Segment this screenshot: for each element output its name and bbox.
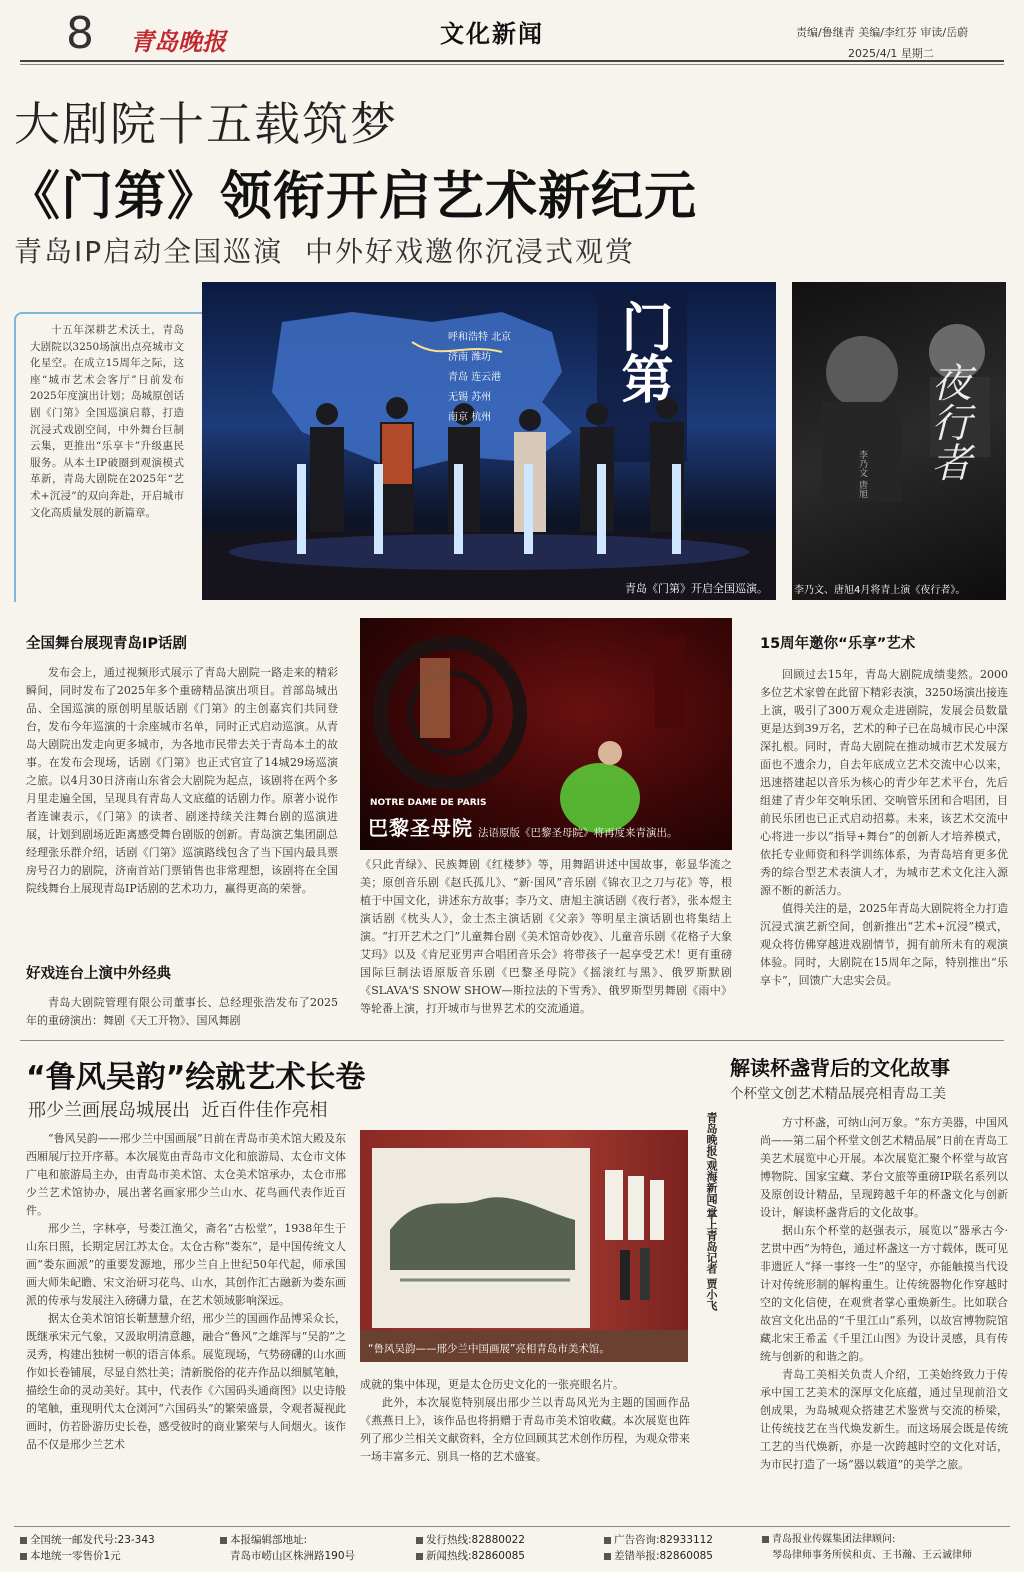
map-city: 青岛 — [448, 372, 468, 383]
footer-price: 本地统一零售价1元 — [30, 1550, 121, 1562]
notre-dame-photo — [360, 618, 732, 850]
footer-legal-value: 琴岛律师事务所侯和贞、王书瀚、王云诚律师 — [772, 1550, 972, 1561]
footer-ads — [604, 1532, 713, 1564]
painting-exhibition-graphic — [360, 1130, 688, 1362]
story2-paragraph-4: 成就的集中体现，更是太仓历史文化的一张亮眼名片。 — [360, 1378, 624, 1391]
header-divider-thin — [20, 64, 1004, 65]
section-title-classics: 好戏连台上演中外经典 — [26, 966, 171, 982]
painting-exhibition-photo — [360, 1130, 688, 1362]
section-title-ip-drama: 全国舞台展现青岛IP话剧 — [26, 636, 188, 652]
map-city: 无锡 — [448, 392, 468, 403]
section-classics-continued — [360, 856, 732, 1018]
nightwalker-photo-caption: 李乃文、唐旭4月将青上演《夜行者》。 — [794, 585, 966, 596]
story3-paragraph-3: 青岛工美相关负责人介绍，工美始终致力于传承中国工艺美术的深厚文化底蕴，通过呈现前沿文创成果，为岛城观众搭建艺术鉴赏与交流的桥梁，让传统技艺在当代焕发新生。而这场展会既是传统工艺的当代焕新，亦是一次跨越时空的文化对话，为市民打造了一场“器以载道”的美学之旅。 — [760, 1368, 1008, 1471]
story2-paragraph-5: 此外，本次展览特别展出邢少兰以青岛风光为主题的国画作品《燕燕日上》，该作品也将捐赠于青岛市美术馆收藏。本次展览也阵列了邢少兰相关文献资料，全方位回顾其艺术创作历程，为观众带来一场丰富多元、别具一格的艺术盛宴。 — [360, 1396, 690, 1463]
footer-ad-inquiry: 广告咨询:82933112 — [614, 1534, 713, 1546]
section-title: 文化新闻 — [440, 20, 544, 48]
section-classics-paragraph: 青岛大剧院管理有限公司董事长、总经理张浩发布了2025年的重磅演出：舞剧《天工开物》、国风舞剧 — [26, 996, 338, 1027]
section-title-anniversary: 15周年邀你“乐享”艺术 — [760, 636, 916, 652]
footer-legal-label: 青岛报业传媒集团法律顾问: — [772, 1534, 896, 1545]
footer-hotlines — [416, 1532, 525, 1564]
header-divider — [20, 60, 1004, 62]
story3-paragraph-2: 据山东个杯堂的赵强表示，展览以“器承古今·艺贯中西”为特色，通过杯盏这一方寸载体，既可见非遗匠人“择一事终一生”的坚守，亦能触摸当代设计对传统形制的解构重生。让传统器物化作穿越时空的文化信使，在观赏者掌心重焕新生。比如联合故宫文化出品的“千里江山”系列，以故宫博物院馆藏北宋王希孟《千里江山图》为设计灵感，具有传统与创新的和谐之韵。 — [760, 1224, 1008, 1363]
launch-backdrop-title: 门第 — [612, 300, 673, 404]
footer-postal-code: 全国统一邮发代号:23-343 — [30, 1534, 155, 1546]
notre-dame-logo: 巴黎圣母院 — [368, 816, 473, 840]
map-city: 济南 — [448, 352, 468, 363]
story2-paragraph-3: 据太仓美术馆馆长靳慧慧介绍，邢少兰的国画作品博采众长，既继承宋元气象，又汲取明清意趣，融合“鲁风”之雄浑与“吴韵”之灵秀，构建出独树一帜的语言体系。展览现场，气势磅礴的山水画作如长卷铺展，尽显自然壮美；清新脱俗的花卉作品以细腻笔触，描绘生命的灵动美好。其中，代表作《六国码头通商图》以史诗般的笔触，重现明代太仓浏河“六国码头”的繁荣盛景，令观者凝视此画时，仿若卧游历史长卷，感受彼时的商业繁荣与人间烟火。该作品不仅是邢少兰艺术 — [26, 1312, 346, 1451]
footer-news-hotline: 新闻热线:82860085 — [426, 1550, 525, 1562]
launch-ceremony-photo — [202, 282, 776, 600]
headline-line2: 《门第》领衔开启艺术新纪元 — [8, 167, 698, 227]
map-city: 连云港 — [471, 372, 502, 383]
notre-dame-logo-top: NOTRE DAME DE PARIS — [370, 798, 487, 808]
story-divider — [20, 1040, 1004, 1041]
footer-address — [220, 1532, 355, 1564]
story3-text — [760, 1114, 1008, 1474]
story3-subtitle: 个杯堂文创艺术精品展亮相青岛工美 — [730, 1086, 946, 1102]
headline-subtitle: 青岛IP启动全国巡演 中外好戏邀你沉浸式观赏 — [14, 235, 635, 268]
painting-photo-caption: “鲁风吴韵——邢少兰中国画展”亮相青岛市美术馆。 — [368, 1343, 610, 1355]
section-anniversary-paragraph: 回顾过去15年，青岛大剧院成绩斐然。2000多位艺术家曾在此留下精彩表演，3250场演出接连上演，吸引了300万观众走进剧院，发展会员数量更是达到39万名，艺术的种子已在岛城市民心中深深扎根。同时，青岛大剧院在推动城市艺术发展方面也不遗余力，自去年底成立艺术交流中心以来，迅速搭建起以音乐为核心的青少年艺术平台，先后组建了青少年交响乐团、交响管乐团和合唱团，目前民乐团也已正式启动招募。未来，该艺术交流中心将进一步以“指导+舞台”的创新人才培养模式，依托专业师资和科学训练体系，为青岛培育更多优秀的综合型艺术表演人才，为城市艺术文化注入源源不断的新活力。 — [760, 668, 1008, 897]
date-line: 2025/4/1 星期二 — [848, 47, 934, 60]
section-classics-paragraph-cont: 《只此青绿》、民族舞剧《红楼梦》等，用舞蹈讲述中国故事，彰显华流之美；原创音乐剧《赵氏孤儿》、“新·国风”音乐剧《锦衣卫之刀与花》等，根植于中国文化，讲述东方故事；李乃文、唐旭主演话剧《夜行者》，张本煜主演话剧《枕头人》，金士杰主演话剧《父亲》等明星主演话剧也将集结上演。“打开艺术之门”儿童舞台剧《美术馆奇妙夜》、儿童音乐剧《花格子大象艾玛》以及《肯尼亚男声合唱团音乐会》将带孩子一起享受艺术！更有重磅国际巨制法语原版音乐剧《巴黎圣母院》《摇滚红与黑》、俄罗斯默剧《SLAVA'S SNOW SHOW—斯拉法的下雪秀》、俄罗斯型男舞剧《雨中》等轮番上演，打开城市与世界艺术的交流通道。 — [360, 858, 732, 1015]
map-city: 北京 — [491, 332, 512, 343]
footer-legal — [762, 1532, 972, 1564]
lead-text — [30, 322, 184, 521]
footer-divider — [14, 1526, 1010, 1527]
story2-title: “鲁风吴韵”绘就艺术长卷 — [26, 1060, 366, 1095]
footer-error-report: 差错举报:82860085 — [614, 1550, 713, 1562]
footer-postal — [20, 1532, 155, 1564]
story2-subtitle: 邢少兰画展岛城展出 近百件佳作亮相 — [28, 1100, 328, 1121]
story3-paragraph-1: 方寸杯盏，可纳山河万象。“东方美器，中国风尚——第二届个杯堂文创艺术精品展”日前在青岛工美艺术展览中心开展。本次展览汇聚个杯堂与故宫博物院、国家宝藏、茅台文旅等重磅IP联名系列以及原创设计精品，呈现跨越千年的杯盏文化与创新设计，解读杯盏背后的文化故事。 — [760, 1116, 1008, 1219]
launch-photo-caption: 青岛《门第》开启全国巡演。 — [625, 582, 768, 595]
story2-text-continued — [360, 1376, 690, 1466]
story2-text — [26, 1130, 346, 1454]
launch-map-cities — [448, 328, 528, 428]
section-classics-text — [26, 994, 338, 1030]
page-number: 8 — [66, 8, 94, 59]
footer-distribution-hotline: 发行热线:82880022 — [426, 1534, 525, 1546]
story3-title: 解读杯盏背后的文化故事 — [730, 1056, 950, 1080]
section-anniversary-text — [760, 666, 1008, 990]
story2-paragraph-1: “鲁风吴韵——邢少兰中国画展”日前在青岛市美术馆大殿及东西厢展厅拉开序幕。本次展览由青岛市文化和旅游局、太仓市文体广电和旅游局主办，由青岛市美术馆、太仓美术馆承办，太仓市邢少兰艺术馆协办，展出著名画家邢少兰山水、花鸟画代表作近百件。 — [26, 1132, 346, 1217]
footer-address-value: 青岛市崂山区株洲路190号 — [230, 1550, 356, 1562]
paper-name-logo: 青岛晚报 — [130, 27, 226, 56]
story2-byline: 青岛晚报/观海新闻/掌上青岛记者 贾小飞 — [705, 1112, 718, 1311]
map-city: 杭州 — [471, 412, 492, 423]
map-city: 潍坊 — [471, 352, 492, 363]
section-ip-drama-paragraph: 发布会上，通过视频形式展示了青岛大剧院一路走来的精彩瞬间，同时发布了2025年多个重磅精品演出项目。首部岛城出品、全国巡演的原创明星版话剧《门第》的主创嘉宾们共同登台，发布今年巡演的十余座城市名单，同时正式启动巡演。从青岛大剧院出发走向更多城市，为各地市民带去关于青岛本土的故事。在发布会现场，话剧《门第》也正式官宣了14城29场巡演之旅。以4月30日济南山东省会大剧院为起点，该剧将在两个多月里走遍全国，呈现具有青岛人文底蕴的话剧力作。原著小说作者连谏表示，《门第》的读者、剧迷持续关注舞台剧的巡演进展，计划到剧场近距离感受舞台剧版的创新。青岛演艺集团副总经理张乐群介绍，话剧《门第》巡演路线包含了当下国内最具票房号召力的剧院，济南首站门票销售也非常理想，该剧将在全国院线舞台上展现青岛IP话剧的艺术功力，赢得更高的荣誉。 — [26, 666, 338, 895]
nightwalker-poster-title: 夜行者 — [925, 362, 971, 482]
lead-paragraph: 十五年深耕艺术沃土，青岛大剧院以3250场演出点亮城市文化星空。在成立15周年之际，这座“城市艺术会客厅”日前发布2025年度演出计划；岛城原创话剧《门第》全国巡演启幕，打造沉浸式戏剧空间，中外舞台巨制云集，更推出“乐享卡”升级惠民服务。从本土IP破圈到观演模式革新，青岛大剧院在2025年“艺术+沉浸”的双向奔赴，开启城市文化高质量发展的新篇章。 — [30, 324, 184, 519]
nightwalker-poster-photo — [792, 282, 1006, 600]
story2-paragraph-2: 邢少兰，字林亭，号娄江渔父，斋名“古松堂”，1938年生于山东日照，长期定居江苏太仓。太仓古称“娄东”，是中国传统文人画“娄东画派”的重要发源地，邢少兰自上世纪50年代起，师承国画大师朱屺瞻、宋文治研习花鸟、山水，其创作汇古融新为娄东画派的传承与发展注入磅礴力量，在艺术领域影响深远。 — [26, 1222, 346, 1307]
nightwalker-poster-names: 李乃文 唐旭 — [857, 450, 867, 498]
section-anniversary-paragraph-2: 值得关注的是，2025年青岛大剧院将全力打造沉浸式演艺新空间，创新推出“艺术+沉浸”模式，观众将仿佛穿越进戏剧情节，拥有前所未有的观演体验。同时，大剧院在15周年之际，特别推出“乐享卡”，回馈广大忠实会员。 — [760, 902, 1008, 987]
footer-address-label: 本报编辑部地址: — [230, 1534, 308, 1546]
map-city: 呼和浩特 — [448, 332, 488, 343]
map-city: 苏州 — [471, 392, 492, 403]
section-ip-drama-text — [26, 664, 338, 956]
headline-line1: 大剧院十五载筑梦 — [14, 97, 398, 151]
editors-line: 责编/鲁继青 美编/李红芬 审读/岳蔚 — [796, 26, 969, 39]
map-city: 南京 — [448, 412, 468, 423]
notre-dame-photo-caption: 法语原版《巴黎圣母院》将再度来青演出。 — [478, 827, 678, 839]
